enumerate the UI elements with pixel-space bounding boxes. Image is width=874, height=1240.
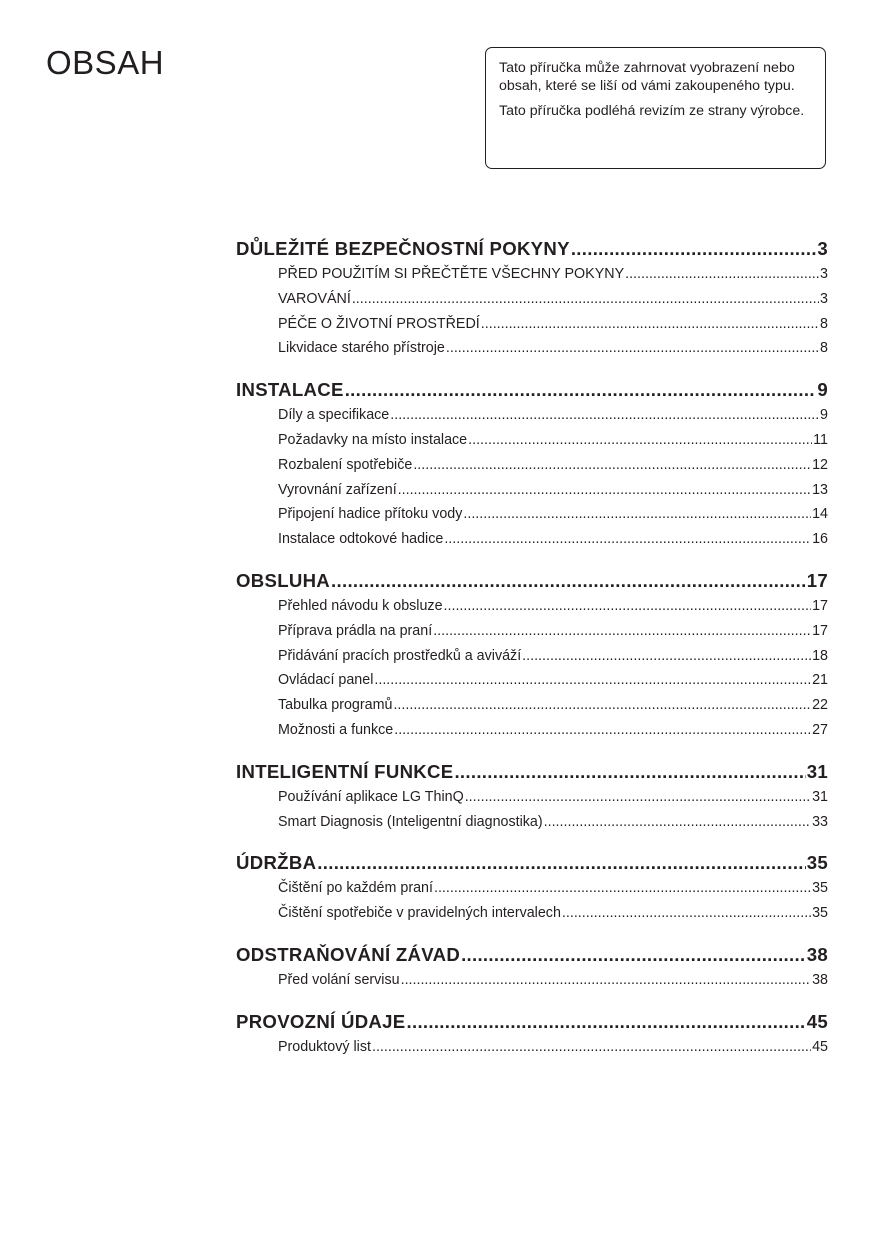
toc-chapter-page-number: 17 <box>806 569 828 591</box>
toc-chapter[interactable] <box>236 759 828 785</box>
toc-subentry-title: Čištění spotřebiče v pravidelných intervalech <box>278 905 561 922</box>
dot-leader <box>454 759 805 785</box>
toc-chapter[interactable] <box>236 568 828 594</box>
dot-leader <box>444 594 812 619</box>
toc-chapter-title: DŮLEŽITÉ BEZPEČNOSTNÍ POKYNY <box>236 238 570 259</box>
toc-subentry-title: Možnosti a funkce <box>278 721 394 738</box>
dot-leader <box>390 403 819 428</box>
toc-chapter-page-number: 45 <box>806 1010 828 1032</box>
toc-subentry[interactable] <box>236 901 828 926</box>
toc-subentry[interactable] <box>236 668 828 693</box>
toc-subentry[interactable] <box>236 403 828 428</box>
toc-subentry-page-number: 11 <box>813 431 828 448</box>
toc-subentry-page-number: 13 <box>812 481 828 498</box>
toc-subentry[interactable] <box>236 1035 828 1060</box>
toc-chapter-title: INSTALACE <box>236 379 344 401</box>
toc-chapter-title: OBSLUHA <box>236 569 331 591</box>
dot-leader <box>463 502 811 527</box>
dot-leader <box>407 1009 806 1035</box>
toc-subentry[interactable] <box>236 594 828 619</box>
toc-subentry[interactable] <box>236 693 828 718</box>
toc-subentry-title: Používání aplikace LG ThinQ <box>278 788 464 805</box>
toc-subentry-title: Vyrovnání zařízení <box>278 481 397 498</box>
toc-subentry-title: Přidávání pracích prostředků a aviváží <box>278 647 522 664</box>
toc-subentry-page-number: 12 <box>812 456 828 473</box>
notice-box <box>485 47 826 169</box>
toc-section <box>236 850 828 926</box>
toc-subentry-page-number: 38 <box>812 971 828 988</box>
toc-subentry-title: VAROVÁNÍ <box>278 290 351 307</box>
toc-chapter[interactable] <box>236 1009 828 1035</box>
toc-chapter[interactable] <box>236 942 828 968</box>
toc-chapter-page-number: 9 <box>817 379 828 401</box>
dot-leader <box>401 968 812 993</box>
toc-subentry[interactable] <box>236 876 828 901</box>
toc-chapter-title: ODSTRAŇOVÁNÍ ZÁVAD <box>236 943 461 965</box>
toc-section <box>236 568 828 743</box>
dot-leader <box>481 312 819 337</box>
dot-leader <box>562 901 811 926</box>
toc-subentry-page-number: 3 <box>820 290 828 307</box>
toc-subentry-page-number: 35 <box>812 905 828 922</box>
toc-subentry-page-number: 3 <box>820 266 828 282</box>
toc-chapter-page-number: 35 <box>806 852 828 874</box>
toc-subentry[interactable] <box>236 810 828 835</box>
dot-leader <box>522 644 811 669</box>
toc-chapter-page-number: 3 <box>817 238 828 259</box>
dot-leader <box>345 377 817 403</box>
toc-subentry-title: Instalace odtokové hadice <box>278 531 444 548</box>
toc-subentry-title: Připojení hadice přítoku vody <box>278 506 463 523</box>
toc-section <box>236 942 828 993</box>
toc-subentry-title: Před volání servisu <box>278 971 400 988</box>
toc-section <box>236 1009 828 1060</box>
toc-subentry[interactable] <box>236 478 828 503</box>
dot-leader <box>444 527 811 552</box>
toc-subentry-page-number: 21 <box>812 672 828 689</box>
toc-subentry-page-number: 8 <box>820 340 828 357</box>
dot-leader <box>393 693 811 718</box>
toc-subentry[interactable] <box>236 968 828 993</box>
dot-leader <box>434 876 811 901</box>
toc-subentry[interactable] <box>236 644 828 669</box>
toc-chapter[interactable] <box>236 236 828 262</box>
dot-leader <box>398 478 811 503</box>
toc-subentry-page-number: 35 <box>812 880 828 897</box>
dot-leader <box>372 1035 811 1060</box>
dot-leader <box>446 336 819 361</box>
dot-leader <box>394 718 811 743</box>
dot-leader <box>331 568 806 594</box>
dot-leader <box>374 668 811 693</box>
dot-leader <box>317 850 805 876</box>
toc-subentry-page-number: 45 <box>812 1038 828 1055</box>
toc-subentry-page-number: 17 <box>812 622 828 639</box>
toc-chapter-title: ÚDRŽBA <box>236 852 317 874</box>
toc-subentry-title: Ovládací panel <box>278 672 374 689</box>
toc-subentry[interactable] <box>236 336 828 361</box>
toc-subentry[interactable] <box>236 502 828 527</box>
toc-chapter-page-number: 31 <box>806 760 828 782</box>
toc-subentry-page-number: 8 <box>820 315 828 332</box>
dot-leader <box>433 619 811 644</box>
dot-leader <box>625 262 819 287</box>
toc-subentry-title: Požadavky na místo instalace <box>278 431 468 448</box>
toc-subentry-title: PÉČE O ŽIVOTNÍ PROSTŘEDÍ <box>278 315 480 332</box>
toc-subentry-page-number: 18 <box>812 647 828 664</box>
dot-leader <box>544 810 811 835</box>
toc-subentry-title: Rozbalení spotřebiče <box>278 456 413 473</box>
dot-leader <box>465 785 811 810</box>
toc-subentry-page-number: 9 <box>820 407 828 424</box>
toc-subentry-title: Likvidace starého přístroje <box>278 340 445 357</box>
toc-chapter[interactable] <box>236 850 828 876</box>
toc-subentry-page-number: 17 <box>812 597 828 614</box>
dot-leader <box>468 428 812 453</box>
toc-chapter-title: INTELIGENTNÍ FUNKCE <box>236 760 454 782</box>
table-of-contents <box>236 236 828 1076</box>
toc-subentry-page-number: 22 <box>812 697 828 714</box>
toc-subentry-title: Díly a specifikace <box>278 407 390 424</box>
toc-subentry-title: Smart Diagnosis (Inteligentní diagnostika) <box>278 813 543 830</box>
dot-leader <box>571 236 817 262</box>
dot-leader <box>352 287 819 312</box>
toc-chapter[interactable] <box>236 377 828 403</box>
toc-subentry-title: PŘED POUŽITÍM SI PŘEČTĚTE VŠECHNY POKYNY <box>278 266 625 282</box>
toc-chapter-page-number: 38 <box>806 943 828 965</box>
toc-subentry-page-number: 27 <box>812 721 828 738</box>
dot-leader <box>461 942 806 968</box>
toc-subentry[interactable] <box>236 312 828 337</box>
toc-subentry[interactable] <box>236 785 828 810</box>
notice-paragraph: Tato příručka podléhá revizím ze strany výrobce. <box>499 103 805 119</box>
toc-section <box>236 377 828 552</box>
toc-subentry[interactable] <box>236 453 828 478</box>
notice-paragraph: Tato příručka může zahrnovat vyobrazení nebo obsah, které se liší od vámi zakoupeného typu. <box>499 60 795 94</box>
toc-subentry-title: Produktový list <box>278 1038 371 1055</box>
toc-subentry[interactable] <box>236 619 828 644</box>
toc-subentry-title: Tabulka programů <box>278 697 393 714</box>
toc-section <box>236 759 828 835</box>
toc-subentry-page-number: 33 <box>812 813 828 830</box>
toc-subentry[interactable] <box>236 527 828 552</box>
toc-subentry[interactable] <box>236 262 828 287</box>
toc-subentry-title: Přehled návodu k obsluze <box>278 597 443 614</box>
page-title: OBSAH <box>46 44 165 81</box>
toc-subentry-title: Příprava prádla na praní <box>278 622 433 639</box>
toc-subentry-page-number: 14 <box>812 506 828 523</box>
toc-subentry-page-number: 16 <box>812 531 828 548</box>
toc-subentry-page-number: 31 <box>812 788 828 805</box>
toc-subentry[interactable] <box>236 718 828 743</box>
toc-section <box>236 236 828 361</box>
toc-subentry-title: Čištění po každém praní <box>278 880 433 897</box>
toc-chapter-title: PROVOZNÍ ÚDAJE <box>236 1010 406 1032</box>
toc-subentry[interactable] <box>236 428 828 453</box>
toc-subentry[interactable] <box>236 287 828 312</box>
dot-leader <box>413 453 811 478</box>
